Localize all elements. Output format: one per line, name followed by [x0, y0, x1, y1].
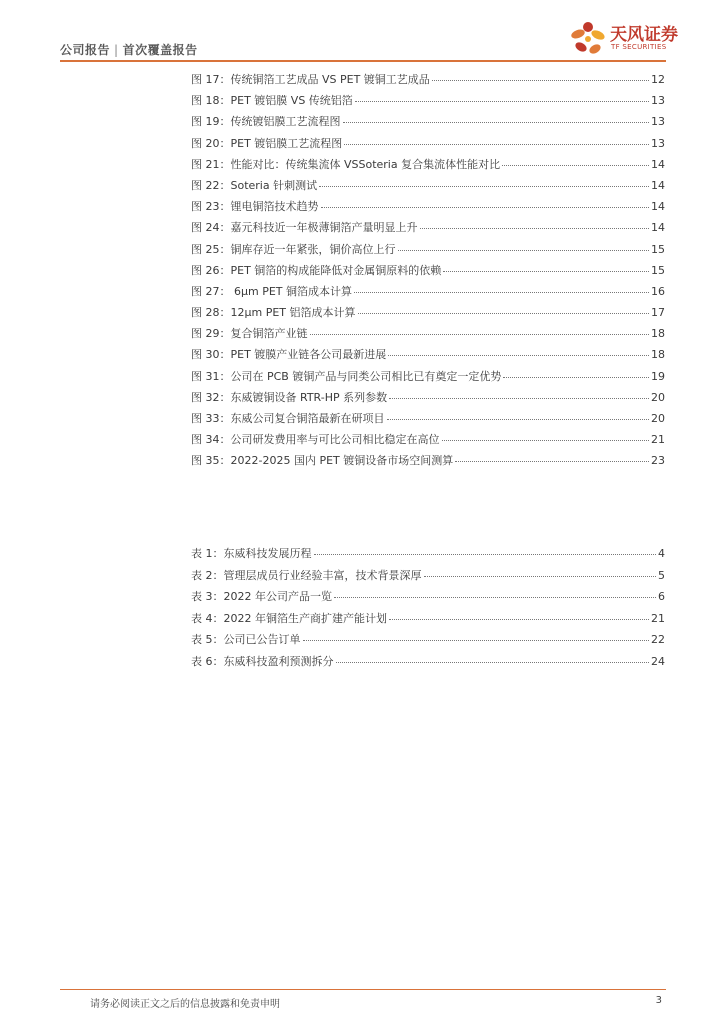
dot-leader	[310, 334, 650, 335]
figure-entry-label: 图 19：传统镀铝膜工艺流程图	[191, 115, 341, 129]
figure-entry-label: 图 25：铜库存近一年紧张，铜价高位上行	[191, 242, 396, 256]
figure-entry-label: 图 31：公司在 PCB 镀铜产品与同类公司相比已有奠定一定优势	[191, 369, 502, 383]
figure-entry-page: 16	[651, 284, 665, 298]
figure-entry-label: 图 24：嘉元科技近一年极薄铜箔产量明显上升	[191, 221, 418, 235]
figure-entry[interactable]	[191, 450, 665, 471]
figure-entry[interactable]	[191, 429, 665, 450]
figure-entry-page: 21	[651, 433, 665, 447]
page-number: 3	[655, 995, 662, 1006]
report-header	[60, 41, 198, 58]
figure-entry[interactable]	[191, 133, 665, 154]
dot-leader	[503, 377, 649, 378]
figure-entry-page: 19	[651, 369, 665, 383]
dot-leader	[319, 186, 649, 187]
dot-leader	[344, 144, 649, 145]
table-entry-page: 4	[658, 547, 665, 560]
table-entry-page: 5	[658, 568, 665, 582]
figure-entry-page: 13	[651, 94, 665, 108]
figure-entry-label: 图 32：东威镀铜设备 RTR-HP 系列参数	[191, 390, 388, 404]
table-entry-label: 表 6：东威科技盈利预测拆分	[191, 654, 334, 668]
figure-entry-page: 20	[651, 390, 665, 404]
figure-entry[interactable]	[191, 196, 665, 217]
dot-leader	[398, 250, 650, 251]
table-entry-page: 21	[651, 611, 665, 625]
figure-entry-label: 图 20：PET 镀铝膜工艺流程图	[191, 136, 343, 150]
figure-entry[interactable]	[191, 260, 665, 281]
dot-leader	[389, 619, 649, 620]
figure-entry-page: 23	[651, 454, 665, 468]
figure-entry-page: 13	[651, 136, 665, 150]
report-subtype: 首次覆盖报告	[122, 43, 198, 57]
figure-entry-label: 图 27： 6μm PET 铜箔成本计算	[191, 284, 352, 298]
figure-entry[interactable]	[191, 281, 665, 302]
company-logo	[568, 18, 678, 60]
figure-entry-label: 图 30：PET 镀膜产业链各公司最新进展	[191, 348, 387, 362]
figure-entry-page: 13	[651, 115, 665, 129]
logo-name-cn: 天风证券	[610, 25, 678, 45]
table-entry-page: 6	[658, 590, 665, 603]
figure-entry[interactable]	[191, 302, 665, 323]
figure-entry-label: 图 35：2022-2025 国内 PET 镀铜设备市场空间测算	[191, 454, 454, 468]
report-type: 公司报告	[60, 43, 111, 57]
figure-entry[interactable]	[191, 154, 665, 175]
dot-leader	[336, 662, 650, 663]
figure-entry-page: 15	[651, 242, 665, 256]
table-entry[interactable]	[191, 565, 665, 587]
table-entry-label: 表 5：公司已公告订单	[191, 633, 301, 646]
figure-entry-label: 图 22：Soteria 针刺测试	[191, 178, 318, 192]
table-entry-label: 表 4：2022 年铜箔生产商扩建产能计划	[191, 611, 387, 625]
figure-entry-label: 图 34：公司研发费用率与可比公司相比稳定在高位	[191, 433, 440, 447]
footer-divider	[60, 989, 666, 990]
figure-entry-label: 图 23：锂电铜箔技术趋势	[191, 200, 319, 214]
figure-entry-page: 20	[651, 412, 665, 425]
table-entry-label: 表 1：东威科技发展历程	[191, 547, 312, 560]
dot-leader	[420, 228, 650, 229]
table-entry[interactable]	[191, 543, 665, 565]
figure-entry-page: 18	[651, 348, 665, 362]
figure-entry[interactable]	[191, 239, 665, 260]
figure-entry-page: 17	[651, 306, 665, 320]
dot-leader	[314, 554, 657, 555]
dot-leader	[432, 80, 649, 81]
figure-entry-page: 14	[651, 178, 665, 192]
table-entry-label: 表 3：2022 年公司产品一览	[191, 590, 332, 603]
figure-entry[interactable]	[191, 217, 665, 238]
dot-leader	[424, 576, 657, 577]
dot-leader	[455, 461, 649, 462]
table-entry[interactable]	[191, 586, 665, 608]
table-entry[interactable]	[191, 651, 665, 673]
figure-entry-page: 14	[651, 221, 665, 235]
figure-entry-page: 18	[651, 327, 665, 341]
figure-entry[interactable]	[191, 408, 665, 429]
dot-leader	[388, 355, 649, 356]
figure-entry[interactable]	[191, 111, 665, 132]
dot-leader	[442, 440, 650, 441]
dot-leader	[358, 313, 650, 314]
figure-entry[interactable]	[191, 344, 665, 365]
logo-flower-icon	[568, 18, 608, 58]
footer-disclaimer: 请务必阅读正文之后的信息披露和免责申明	[90, 999, 280, 1010]
figure-entry-page: 14	[651, 200, 665, 214]
table-list	[191, 543, 665, 672]
dot-leader	[443, 271, 649, 272]
table-entry-label: 表 2：管理层成员行业经验丰富，技术背景深厚	[191, 568, 422, 582]
figure-entry-label: 图 17：传统铜箔工艺成品 VS PET 镀铜工艺成品	[191, 73, 430, 86]
dot-leader	[343, 122, 650, 123]
figure-list	[191, 69, 665, 472]
dot-leader	[389, 398, 649, 399]
header-divider	[60, 60, 666, 62]
dot-leader	[387, 419, 650, 420]
figure-entry[interactable]	[191, 69, 665, 90]
logo-name-en: TF SECURITIES	[611, 43, 667, 51]
table-entry-page: 22	[651, 633, 665, 646]
dot-leader	[354, 292, 649, 293]
figure-entry-label: 图 28：12μm PET 铝箔成本计算	[191, 306, 356, 320]
dot-leader	[321, 207, 650, 208]
figure-entry-label: 图 18：PET 镀铝膜 VS 传统铝箔	[191, 94, 353, 108]
dot-leader	[502, 165, 649, 166]
figure-entry[interactable]	[191, 323, 665, 344]
figure-entry-label: 图 21：性能对比：传统集流体 VSSoteria 复合集流体性能对比	[191, 157, 501, 171]
figure-entry-page: 15	[651, 263, 665, 277]
figure-entry[interactable]	[191, 175, 665, 196]
figure-entry-label: 图 26：PET 铜箔的构成能降低对金属铜原料的依赖	[191, 263, 442, 277]
dot-leader	[355, 101, 649, 102]
table-entry[interactable]	[191, 608, 665, 630]
dot-leader	[303, 640, 650, 641]
figure-entry-label: 图 33：东威公司复合铜箔最新在研项目	[191, 412, 385, 425]
header-separator: |	[114, 43, 119, 57]
dot-leader	[334, 597, 656, 598]
figure-entry[interactable]	[191, 90, 665, 111]
figure-entry-page: 12	[651, 73, 665, 86]
figure-entry-label: 图 29：复合铜箔产业链	[191, 327, 308, 341]
figure-entry[interactable]	[191, 366, 665, 387]
table-entry[interactable]	[191, 629, 665, 651]
figure-entry[interactable]	[191, 387, 665, 408]
table-entry-page: 24	[651, 654, 665, 668]
figure-entry-page: 14	[651, 157, 665, 171]
